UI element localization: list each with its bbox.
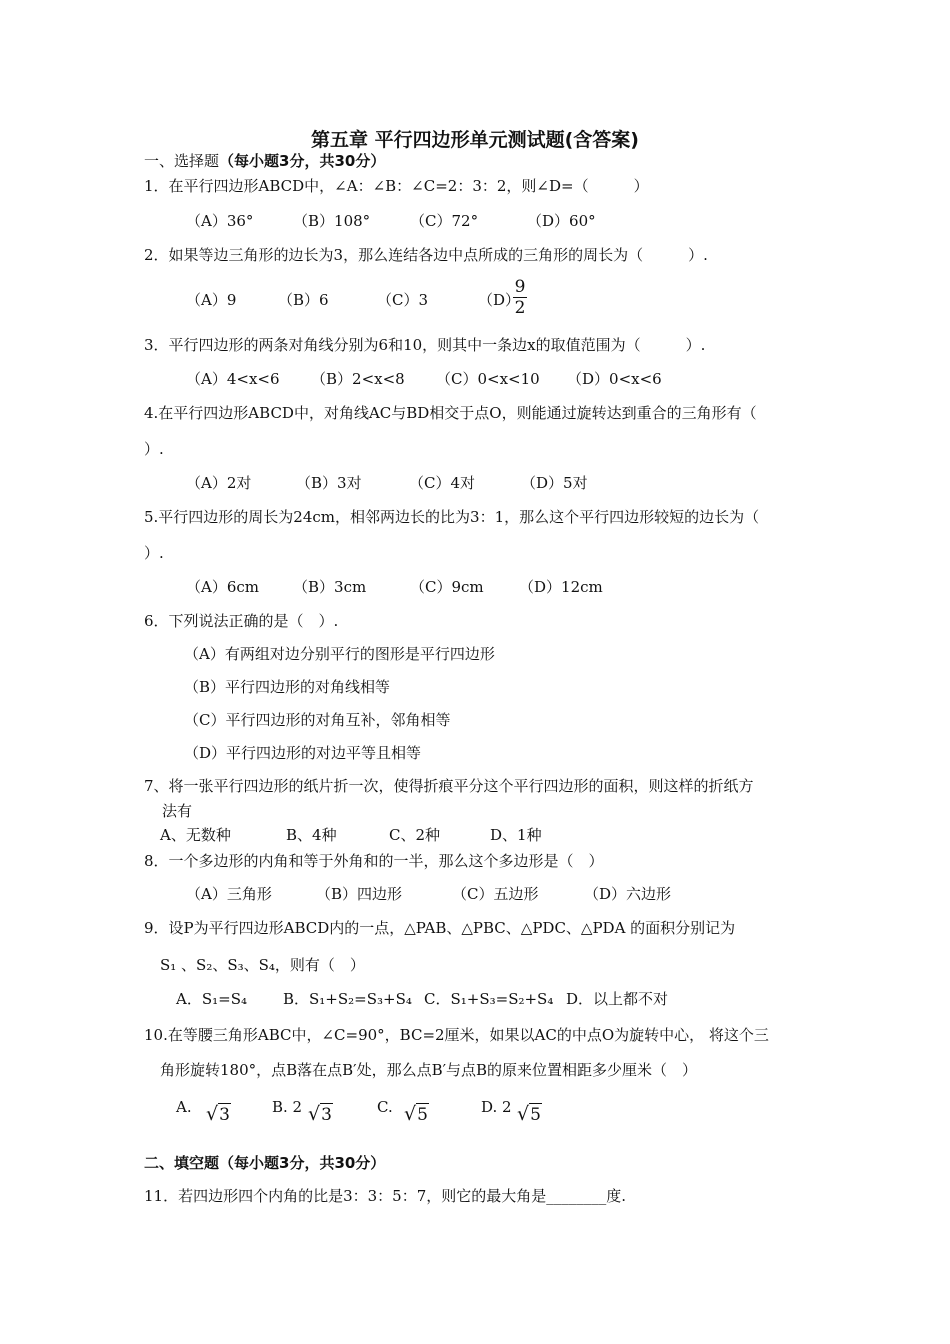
q7-option-c: C、2种 bbox=[389, 826, 441, 844]
q2-fraction bbox=[513, 278, 527, 317]
q9-option-a: A．S₁=S₄ bbox=[176, 990, 247, 1008]
question-4: 4.在平行四边形ABCD中，对角线AC与BD相交于点O，则能通过旋转达到重合的三角形有（ bbox=[144, 404, 757, 422]
question-7: 7、将一张平行四边形的纸片折一次，使得折痕平分这个平行四边形的面积，则这样的折纸方 bbox=[144, 777, 754, 795]
q10-option-d-root bbox=[517, 1103, 542, 1126]
section-1-detail: （每小题3分，共30分） bbox=[219, 152, 386, 170]
q4-option-d: （D）5对 bbox=[521, 474, 588, 492]
fraction-numerator: 9 bbox=[514, 277, 526, 297]
q6-option-c: （C）平行四边形的对角互补，邻角相等 bbox=[184, 711, 451, 729]
q5-option-b: （B）3cm bbox=[293, 578, 367, 596]
question-11: 11．若四边形四个内角的比是3：3：5：7，则它的最大角是________度. bbox=[144, 1187, 627, 1205]
q9-option-b: B．S₁+S₂=S₃+S₄ bbox=[283, 990, 412, 1008]
q5-option-d: （D）12cm bbox=[519, 578, 603, 596]
q4-option-b: （B）3对 bbox=[296, 474, 362, 492]
question-3: 3．平行四边形的两条对角线分别为6和10，则其中一条边x的取值范围为（ ）. bbox=[144, 336, 706, 354]
q7-option-d: D、1种 bbox=[490, 826, 542, 844]
question-6: 6．下列说法正确的是（ ）. bbox=[144, 612, 339, 630]
q3-option-d: （D）0<x<6 bbox=[567, 370, 662, 388]
radicand: 3 bbox=[219, 1105, 230, 1125]
q2-option-c: （C）3 bbox=[377, 291, 429, 309]
q2-option-b: （B）6 bbox=[278, 291, 329, 309]
q10-option-b: B. 2 bbox=[272, 1098, 303, 1116]
q6-option-d: （D）平行四边形的对边平等且相等 bbox=[184, 744, 422, 762]
q5-option-c: （C）9cm bbox=[410, 578, 484, 596]
q7-option-a: A、无数种 bbox=[160, 826, 231, 844]
radicand: 3 bbox=[321, 1105, 332, 1125]
q9-option-d: D．以上都不对 bbox=[566, 990, 669, 1008]
sqrt-icon: √ bbox=[517, 1103, 530, 1125]
q3-option-b: （B）2<x<8 bbox=[311, 370, 405, 388]
q10-option-d: D. 2 bbox=[481, 1098, 512, 1116]
question-9: 9．设P为平行四边形ABCD内的一点，△PAB、△PBC、△PDC、△PDA 的面积分别记为 bbox=[144, 919, 736, 937]
fraction-denominator: 2 bbox=[514, 298, 526, 318]
q6-option-a: （A）有两组对边分别平行的图形是平行四边形 bbox=[184, 645, 495, 663]
sqrt-icon: √ bbox=[404, 1103, 417, 1125]
q3-option-c: （C）0<x<10 bbox=[436, 370, 540, 388]
radicand: 5 bbox=[530, 1105, 541, 1125]
page-title: 第五章 平行四边形单元测试题(含答案) bbox=[311, 129, 639, 151]
section-2-heading: 二、填空题（每小题3分，共30分） bbox=[144, 1154, 386, 1172]
q1-option-a: （A）36° bbox=[186, 212, 254, 230]
q5-option-a: （A）6cm bbox=[186, 578, 260, 596]
q6-option-b: （B）平行四边形的对角线相等 bbox=[184, 678, 391, 696]
q2-option-d: （D） bbox=[478, 291, 521, 309]
q10-option-a-root bbox=[206, 1103, 231, 1126]
q1-option-c: （C）72° bbox=[410, 212, 479, 230]
q4-option-c: （C）4对 bbox=[409, 474, 476, 492]
question-9-cont: S₁ 、S₂、S₃、S₄，则有（ ） bbox=[160, 956, 365, 974]
sqrt-icon: √ bbox=[308, 1103, 321, 1125]
q8-option-d: （D）六边形 bbox=[584, 885, 672, 903]
question-5: 5.平行四边形的周长为24cm，相邻两边长的比为3：1，那么这个平行四边形较短的边长为（ bbox=[144, 508, 760, 526]
question-10-cont: 角形旋转180°，点B落在点B′处，那么点B′与点B的原来位置相距多少厘米（ ） bbox=[160, 1061, 698, 1079]
sqrt-icon: √ bbox=[206, 1103, 219, 1125]
section-1-prefix: 一、选择题 bbox=[144, 152, 220, 170]
section-1-heading bbox=[144, 151, 385, 171]
q10-option-b-root bbox=[308, 1103, 333, 1126]
question-8: 8．一个多边形的内角和等于外角和的一半，那么这个多边形是（ ） bbox=[144, 852, 604, 870]
q8-option-a: （A）三角形 bbox=[186, 885, 272, 903]
radicand: 5 bbox=[417, 1105, 428, 1125]
question-4-cont: ）. bbox=[144, 440, 164, 458]
q10-option-c: C. bbox=[377, 1098, 393, 1116]
q1-option-d: （D）60° bbox=[527, 212, 596, 230]
q9-option-c: C．S₁+S₃=S₂+S₄ bbox=[424, 990, 554, 1008]
q3-option-a: （A）4<x<6 bbox=[186, 370, 280, 388]
q2-option-a: （A）9 bbox=[186, 291, 237, 309]
question-10: 10.在等腰三角形ABC中，∠C=90°，BC=2厘米，如果以AC的中点O为旋转中心， 将这个三 bbox=[144, 1026, 769, 1044]
q10-option-c-root bbox=[404, 1103, 429, 1126]
q8-option-c: （C）五边形 bbox=[452, 885, 539, 903]
q1-option-b: （B）108° bbox=[293, 212, 371, 230]
question-1: 1．在平行四边形ABCD中，∠A：∠B：∠C=2：3：2，则∠D=（ ） bbox=[144, 177, 649, 195]
q4-option-a: （A）2对 bbox=[186, 474, 252, 492]
q10-option-a: A. bbox=[176, 1098, 192, 1116]
q7-option-b: B、4种 bbox=[286, 826, 337, 844]
q8-option-b: （B）四边形 bbox=[316, 885, 403, 903]
question-7-cont: 法有 bbox=[162, 802, 193, 820]
question-5-cont: ）. bbox=[144, 544, 164, 562]
question-2: 2．如果等边三角形的边长为3，那么连结各边中点所成的三角形的周长为（ ）. bbox=[144, 246, 708, 264]
